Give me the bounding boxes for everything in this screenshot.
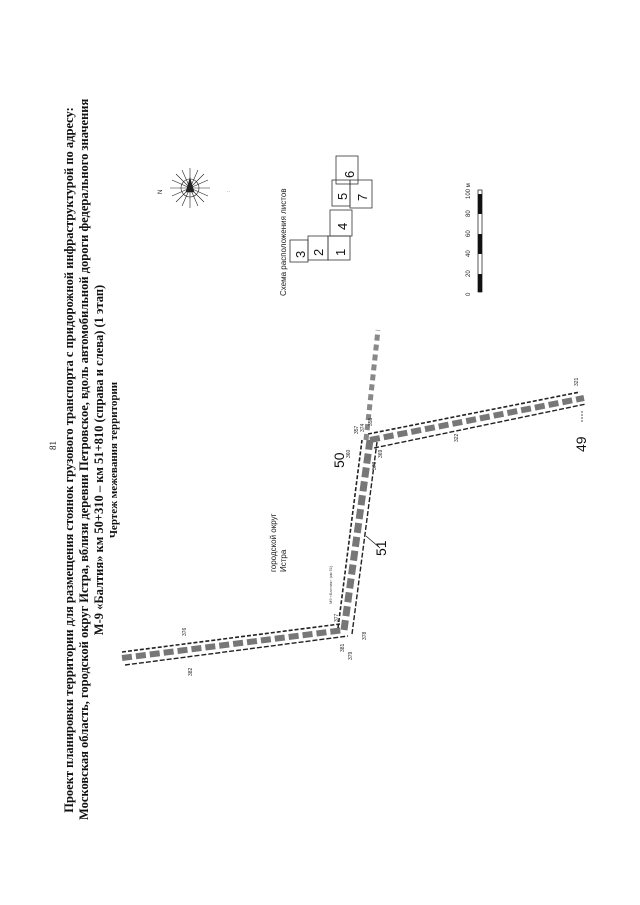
road-label: М9 «Балтия» (км 51)	[328, 565, 333, 604]
scale-ticks	[466, 183, 472, 296]
km-marker-50: 50	[331, 452, 347, 468]
scale-tick: 60	[466, 230, 472, 237]
title-line-4: Чертеж межевания территории	[108, 381, 120, 539]
scale-tick: 20	[466, 270, 472, 277]
km-marker-49: 49	[573, 436, 589, 452]
sheet-number-7: 7	[355, 193, 370, 201]
point-label: 321	[574, 377, 580, 386]
point-label: 322	[454, 433, 460, 442]
page-number: 81	[48, 441, 58, 450]
title-line-3: М-9 «Балтия» км 50+310 – км 51+810 (справа и слева) (1 этап)	[92, 284, 106, 636]
point-label: 378	[362, 631, 368, 640]
north-label: N	[158, 189, 164, 194]
sheet-number-5: 5	[335, 192, 350, 200]
point-label: 382	[188, 667, 194, 676]
district-label-line-2: Истра	[279, 549, 288, 572]
km-marker-51: 51	[373, 540, 389, 556]
sheet-numbers	[293, 171, 370, 258]
point-labels	[182, 377, 580, 676]
title-line-2: Московская область, городской округ Истра, вблизи деревни Петровское, вдоль автомобильной дороги федерального значения	[77, 98, 91, 820]
district-label	[269, 513, 288, 572]
scale-bar	[478, 190, 482, 292]
sheet-number-1: 1	[333, 248, 348, 256]
sheet-number-4: 4	[335, 222, 350, 230]
point-label: 374	[360, 423, 366, 432]
point-label: 376	[182, 627, 188, 636]
point-label: 355	[368, 417, 374, 426]
scale-tick: 80	[466, 210, 472, 217]
scale-tick: 100 м	[466, 183, 472, 199]
title-line-1: Проект планировки территории для размещения стоянок грузового транспорта с придорожной инфраструктурой по адресу:	[62, 107, 76, 813]
boundary-segment-upper-a	[122, 624, 340, 652]
north-compass-icon	[170, 168, 210, 208]
point-label: 369	[378, 449, 384, 458]
sheet-scheme	[290, 156, 372, 262]
point-label: 360	[346, 449, 352, 458]
sheet-scheme-title: Схема расположения листов	[279, 188, 288, 296]
boundary-lines	[122, 330, 586, 665]
sheet-number-6: 6	[342, 170, 357, 178]
point-label: 381	[340, 643, 346, 652]
point-label: 357	[354, 425, 360, 434]
sheet-number-2: 2	[311, 248, 326, 256]
road-segment-middle	[344, 440, 370, 630]
district-label-line-1: городской округ	[269, 513, 278, 572]
scale-tick: 0	[466, 292, 472, 296]
compass-south-tick: :	[226, 190, 232, 192]
sheet-number-3: 3	[293, 250, 308, 258]
scale-tick: 40	[466, 250, 472, 257]
road-segment-upper	[122, 630, 344, 658]
point-label: 377	[334, 613, 340, 622]
road-segment-lower	[370, 398, 584, 440]
point-label: 373	[372, 461, 378, 470]
point-label: 379	[348, 651, 354, 660]
